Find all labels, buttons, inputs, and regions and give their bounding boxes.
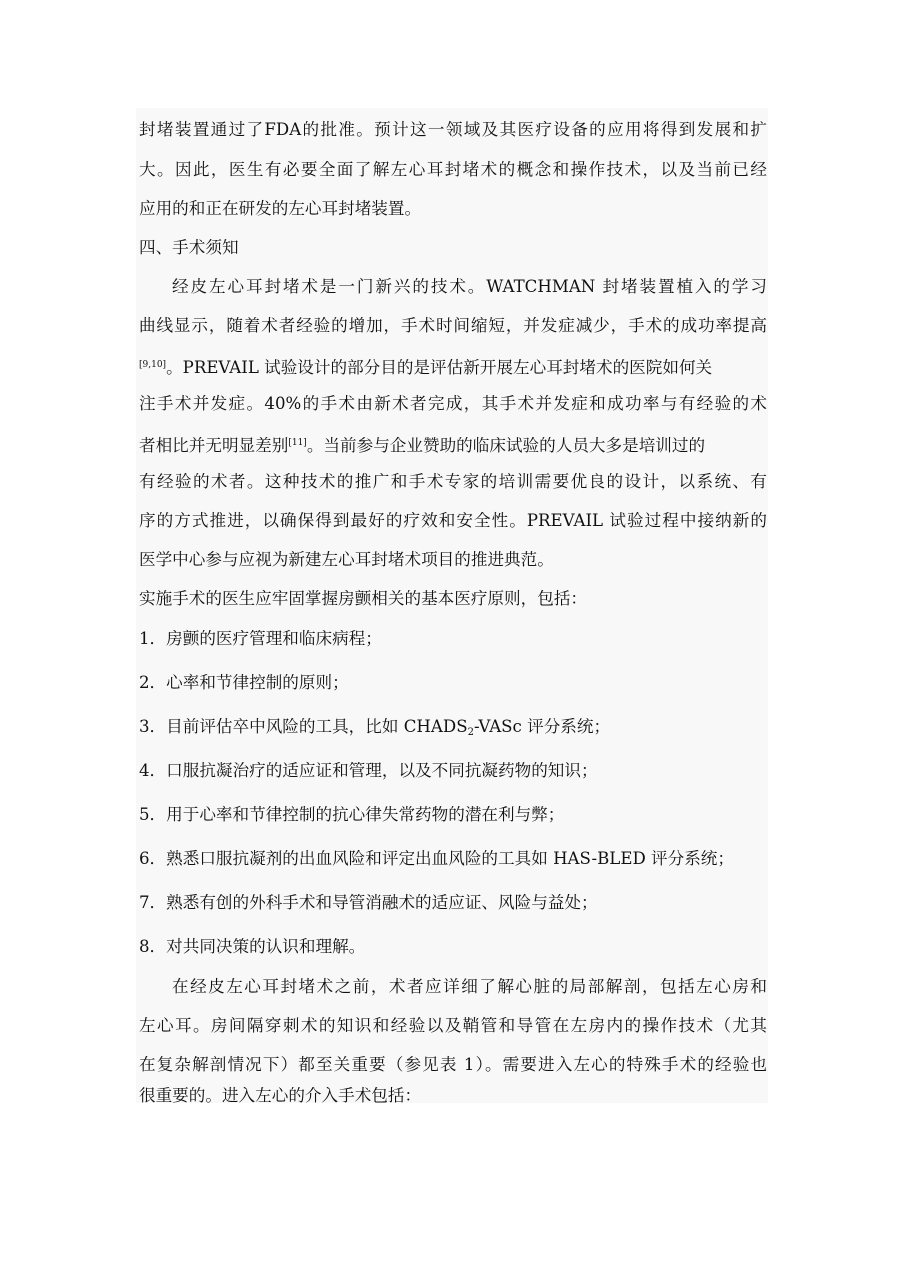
list-item: 4．口服抗凝治疗的适应证和管理，以及不同抗凝药物的知识；	[139, 761, 598, 780]
paragraph-line: 经皮左心耳封堵术是一门新兴的技术。WATCHMAN 封堵装置植入的学习	[172, 277, 767, 296]
paragraph-text: 。当前参与企业赞助的临床试验的人员大多是培训过的	[306, 436, 706, 455]
list-intro: 实施手术的医生应牢固掌握房颤相关的基本医疗原则，包括：	[139, 589, 588, 608]
paragraph-line: 曲线显示，随着术者经验的增加，手术时间缩短，并发症减少，手术的成功率提高	[139, 316, 767, 335]
list-item: 2．心率和节律控制的原则；	[139, 673, 349, 692]
paragraph-line: 封堵装置通过了FDA的批准。预计这一领域及其医疗设备的应用将得到发展和扩	[139, 120, 767, 139]
list-item: 7．熟悉有创的外科手术和导管消融术的适应证、风险与益处；	[139, 893, 598, 912]
list-item-text: 3．目前评估卒中风险的工具，比如 CHADS	[139, 717, 468, 736]
section-heading: 四、手术须知	[139, 238, 239, 257]
paragraph-line: 应用的和正在研发的左心耳封堵装置。	[139, 199, 422, 218]
list-item: 6．熟悉口服抗凝剂的出血风险和评定出血风险的工具如 HAS-BLED 评分系统；	[139, 849, 734, 868]
list-item	[139, 712, 610, 742]
list-item-text: -VASc 评分系统；	[473, 717, 611, 736]
paragraph-line: 在经皮左心耳封堵术之前，术者应详细了解心脏的局部解剖，包括左心房和	[172, 977, 767, 996]
subscript: 2	[467, 727, 474, 738]
list-item: 1．房颤的医疗管理和临床病程；	[139, 629, 382, 648]
paragraph-line: 在复杂解剖情况下）都至关重要（参见表 1）。需要进入左心的特殊手术的经验也	[139, 1055, 767, 1074]
paragraph-text: 。PREVAIL 试验设计的部分目的是评估新开展左心耳封堵术的医院如何关	[166, 358, 713, 377]
paragraph-line: 注手术并发症。40%的手术由新术者完成，其手术并发症和成功率与有经验的术	[139, 394, 767, 413]
paragraph-line: 有经验的术者。这种技术的推广和手术专家的培训需要优良的设计，以系统、有	[139, 472, 767, 491]
list-item: 8．对共同决策的认识和理解。	[139, 937, 366, 956]
paragraph-text: 者相比并无明显差别	[139, 436, 289, 455]
paragraph-line: 很重要的。进入左心的介入手术包括：	[139, 1086, 422, 1105]
citation-ref: [11]	[288, 438, 307, 448]
paragraph-line: 左心耳。房间隔穿刺术的知识和经验以及鞘管和导管在左房内的操作技术（尤其	[139, 1016, 767, 1035]
paragraph-line: 序的方式推进，以确保得到最好的疗效和安全性。PREVAIL 试验过程中接纳新的	[139, 511, 767, 530]
paragraph-line: 医学中心参与应视为新建左心耳封堵术项目的推进典范。	[139, 550, 554, 569]
paragraph-line: 大。因此，医生有必要全面了解左心耳封堵术的概念和操作技术，以及当前已经	[139, 160, 767, 179]
paragraph-line	[139, 428, 705, 458]
paragraph-line	[139, 350, 767, 380]
list-item: 5．用于心率和节律控制的抗心律失常药物的潜在利与弊；	[139, 805, 565, 824]
citation-ref: [9,10]	[139, 360, 167, 370]
